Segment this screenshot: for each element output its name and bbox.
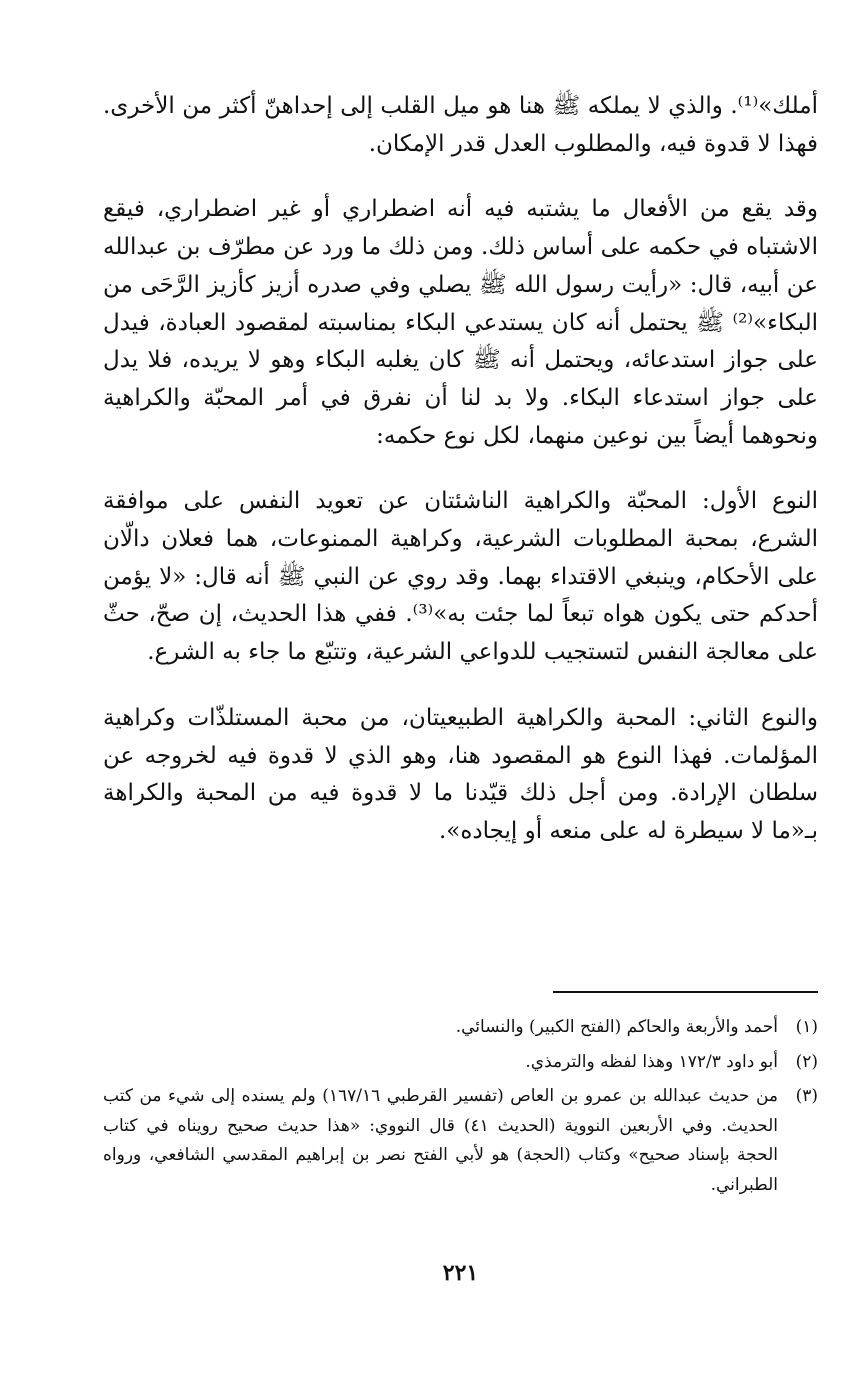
footnote-number: (٢) <box>795 1051 818 1072</box>
book-page <box>103 88 818 1358</box>
footnote-text: أحمد والأربعة والحاكم (الفتح الكبير) والنسائي. <box>455 1017 778 1037</box>
footnote-number: (١) <box>795 1017 818 1037</box>
footnotes <box>103 1013 818 1205</box>
footnote-separator <box>553 991 818 993</box>
body-paragraph-4: والنوع الثاني: المحبة والكراهية الطبيعيتان، من محبة المستلذّات وكراهية المؤلمات. فهذا النوع هو المقصود هنا، وهو الذي لا قدوة فيه لخروجه عن سلطان الإرادة. ومن أجل ذلك قيّدنا ما لا قدوة فيه من المحبة والكراهة بـ«ما لا سيطرة له على منعه أو إيجاده». <box>103 704 818 844</box>
footnote-text: أبو داود ١٧٢/٣ وهذا لفظه والترمذي. <box>525 1051 778 1072</box>
footnote-1 <box>103 1013 818 1043</box>
footnote-3 <box>103 1082 818 1200</box>
footnote-number: (٣) <box>795 1086 818 1106</box>
page-number: ٢٢١ <box>442 1260 479 1286</box>
footnote-text: من حديث عبدالله بن عمرو بن العاص (تفسير القرطبي ١٦٧/١٦) ولم يسنده إلى شيء من كتب الحديث. وفي الأربعين النووية (الحديث ٤١) قال النووي: «هذا حديث صحيح رويناه في كتاب الحجة بإسناد صحيح» وكتاب (الحجة) هو لأبي الفتح نصر بن إبراهيم المقدسي الشافعي، ورواه الطبراني. <box>103 1086 778 1195</box>
body-paragraph-1: أملك»⁽¹⁾. والذي لا يملكه ﷺ هنا هو ميل القلب إلى إحداهنّ أكثر من الأخرى. فهذا لا قدوة فيه، والمطلوب العدل قدر الإمكان. <box>103 93 818 157</box>
footnote-2 <box>103 1048 818 1078</box>
body-paragraph-2: وقد يقع من الأفعال ما يشتبه فيه أنه اضطراري أو غير اضطراري، فيقع الاشتباه في حكمه على أساس ذلك. ومن ذلك ما ورد عن مطرّف بن عبدالله عن أبيه، قال: «رأيت رسول الله ﷺ يصلي وفي صدره أزيز كأزيز الرَّحَى من البكاء»⁽²⁾ ﷺ يحتمل أنه كان يستدعي البكاء بمناسبته لمقصود العبادة، فيدل على جواز استدعائه، ويحتمل أنه ﷺ كان يغلبه البكاء وهو لا يريده، فلا يدل على جواز استدعاء البكاء. ولا بد لنا أن نفرق في أمر المحبّة والكراهية ونحوهما أيضاً بين نوعين منهما، لكل نوع حكمه: <box>103 196 818 449</box>
body-paragraph-3: النوع الأول: المحبّة والكراهية الناشئتان عن تعويد النفس على موافقة الشرع، بمحبة المطلوبات الشرعية، وكراهية الممنوعات، هما فعلان دالّان على الأحكام، وينبغي الاقتداء بهما. وقد روي عن النبي ﷺ أنه قال: «لا يؤمن أحدكم حتى يكون هواه تبعاً لما جئت به»⁽³⁾. ففي هذا الحديث، إن صحّ، حثّ على معالجة النفس لتستجيب للدواعي الشرعية، وتتبّع ما جاء به الشرع. <box>103 488 818 666</box>
